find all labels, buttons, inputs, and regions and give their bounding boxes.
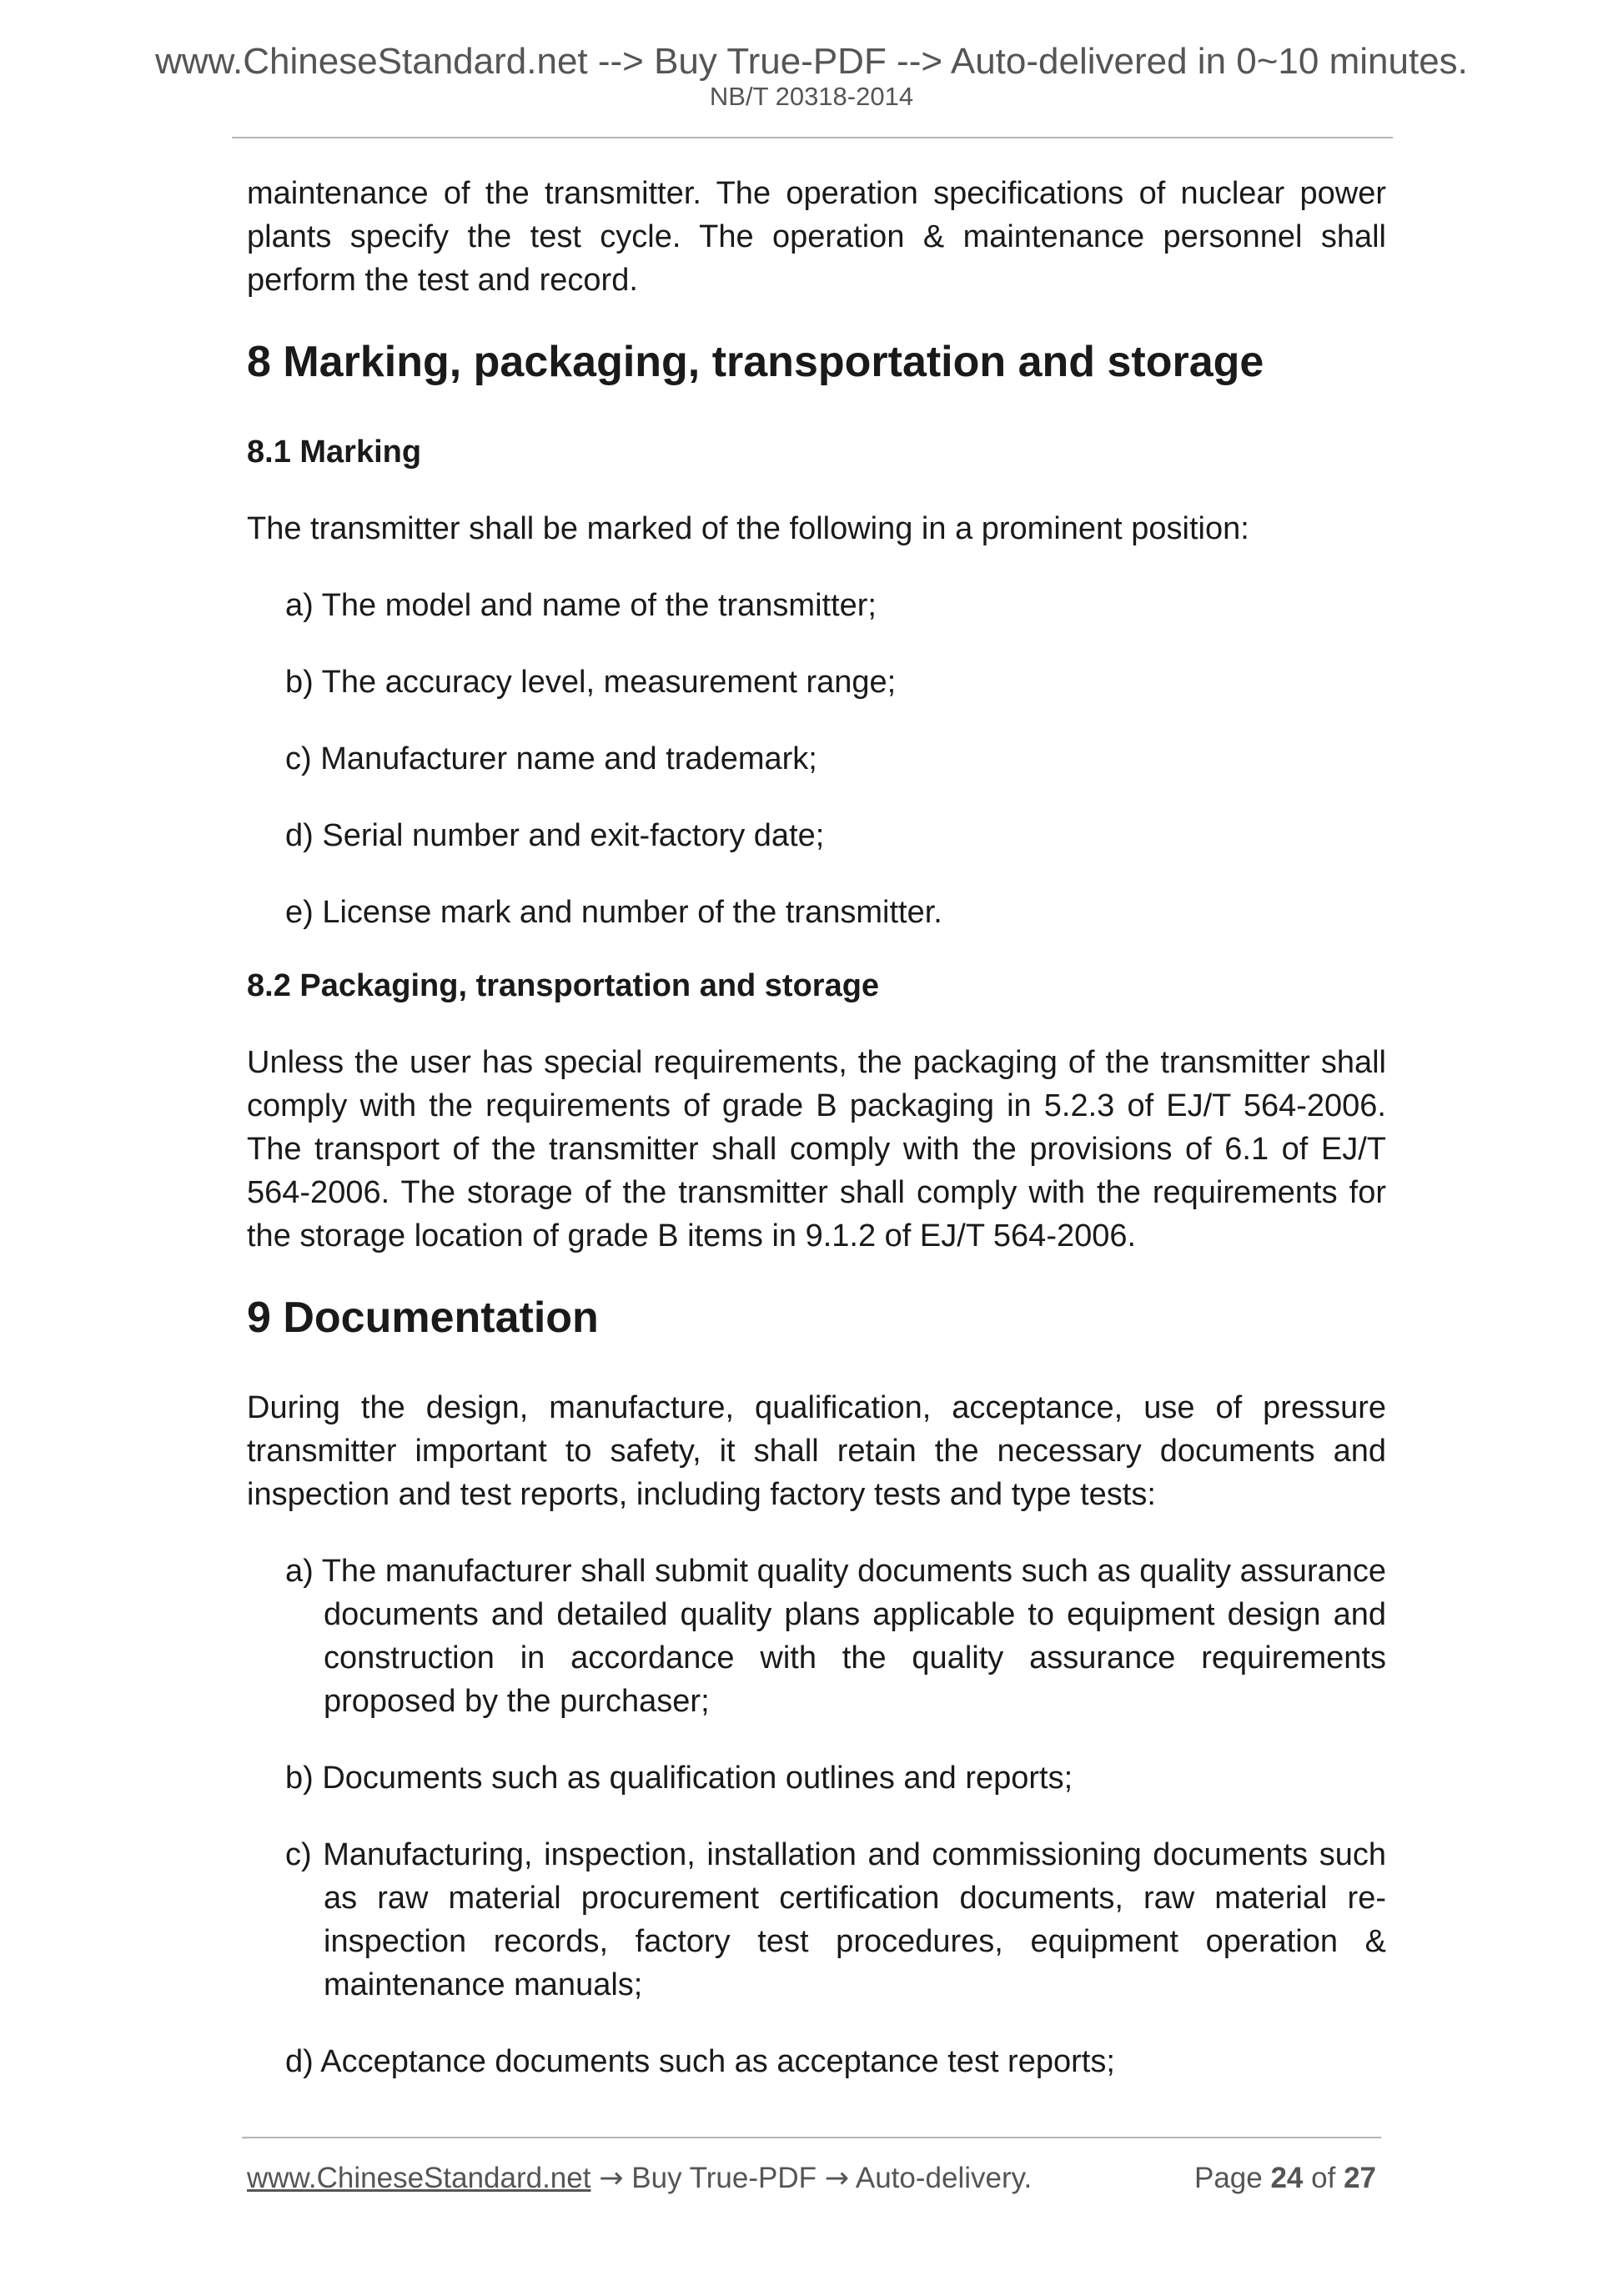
list-item: b) Documents such as qualification outlines and reports; [285, 1761, 1073, 1796]
section-8-2-paragraph: Unless the user has special requirements, the packaging of the transmitter shall comply with the requirements of grade B packaging in 5.2.3 of EJ/T 564-2006. The transport of the transmitter shall comply with the provisions of 6.1 of EJ/T 564-2006. The storage of the transmitter shall comply with the requirements for the storage location of grade B items in 9.1.2 of EJ/T 564-2006. [247, 1045, 1386, 1254]
header-divider [232, 137, 1393, 138]
arrow-right-icon: → [824, 2162, 850, 2195]
header-banner: www.ChineseStandard.net --> Buy True-PDF --> Auto-delivered in 0~10 minutes. [155, 41, 1468, 82]
page-content [247, 172, 1386, 2117]
footer-divider [242, 2137, 1381, 2138]
arrow-right-icon: → [599, 2162, 624, 2195]
list-item: b) The accuracy level, measurement range; [285, 665, 897, 700]
list-item: d) Acceptance documents such as acceptance test reports; [285, 2044, 1115, 2079]
footer-site-link[interactable]: www.ChineseStandard.net [247, 2162, 591, 2194]
list-item: a) The manufacturer shall submit quality documents such as quality assurance documents and detailed quality plans applicable to equipment design and construction in accordance with the quality assurance requirements proposed by the purchaser; [285, 1554, 1386, 1719]
standard-code: NB/T 20318-2014 [709, 82, 914, 111]
section-8-heading: 8 Marking, packaging, transportation and storage [247, 338, 1264, 386]
page-total: 27 [1344, 2162, 1376, 2194]
page-footer [247, 2160, 1376, 2197]
list-item: d) Serial number and exit-factory date; [285, 818, 825, 853]
page-indicator [1194, 2160, 1376, 2197]
list-item: a) The model and name of the transmitter; [285, 588, 877, 623]
section-9-heading: 9 Documentation [247, 1294, 599, 1342]
list-item: c) Manufacturer name and trademark; [285, 741, 817, 776]
list-item: e) License mark and number of the transmitter. [285, 895, 942, 930]
page-current: 24 [1270, 2162, 1304, 2194]
page-word: Page [1193, 2162, 1263, 2194]
intro-paragraph: maintenance of the transmitter. The operation specifications of nuclear power plants specify the test cycle. The operation & maintenance personnel shall perform the test and record. [247, 176, 1386, 298]
section-8-1-lead: The transmitter shall be marked of the following in a prominent position: [247, 511, 1249, 546]
list-item: c) Manufacturing, inspection, installation and commissioning documents such as raw material procurement certification documents, raw material re-inspection records, factory test procedures, equipment operation & maintenance manuals; [285, 1837, 1386, 2002]
footer-buy-text: Buy True-PDF [631, 2162, 817, 2194]
section-9-lead: During the design, manufacture, qualification, acceptance, use of pressure transmitter important to safety, it shall retain the necessary documents and inspection and test reports, including factory tests and type tests: [247, 1390, 1386, 1512]
marking-list [247, 584, 1386, 934]
of-word: of [1311, 2162, 1336, 2194]
footer-delivery-text: Auto-delivery. [855, 2162, 1033, 2194]
section-8-1-heading: 8.1 Marking [247, 435, 422, 470]
section-8-2-heading: 8.2 Packaging, transportation and storage [247, 968, 880, 1003]
documentation-list [247, 1550, 1386, 2083]
